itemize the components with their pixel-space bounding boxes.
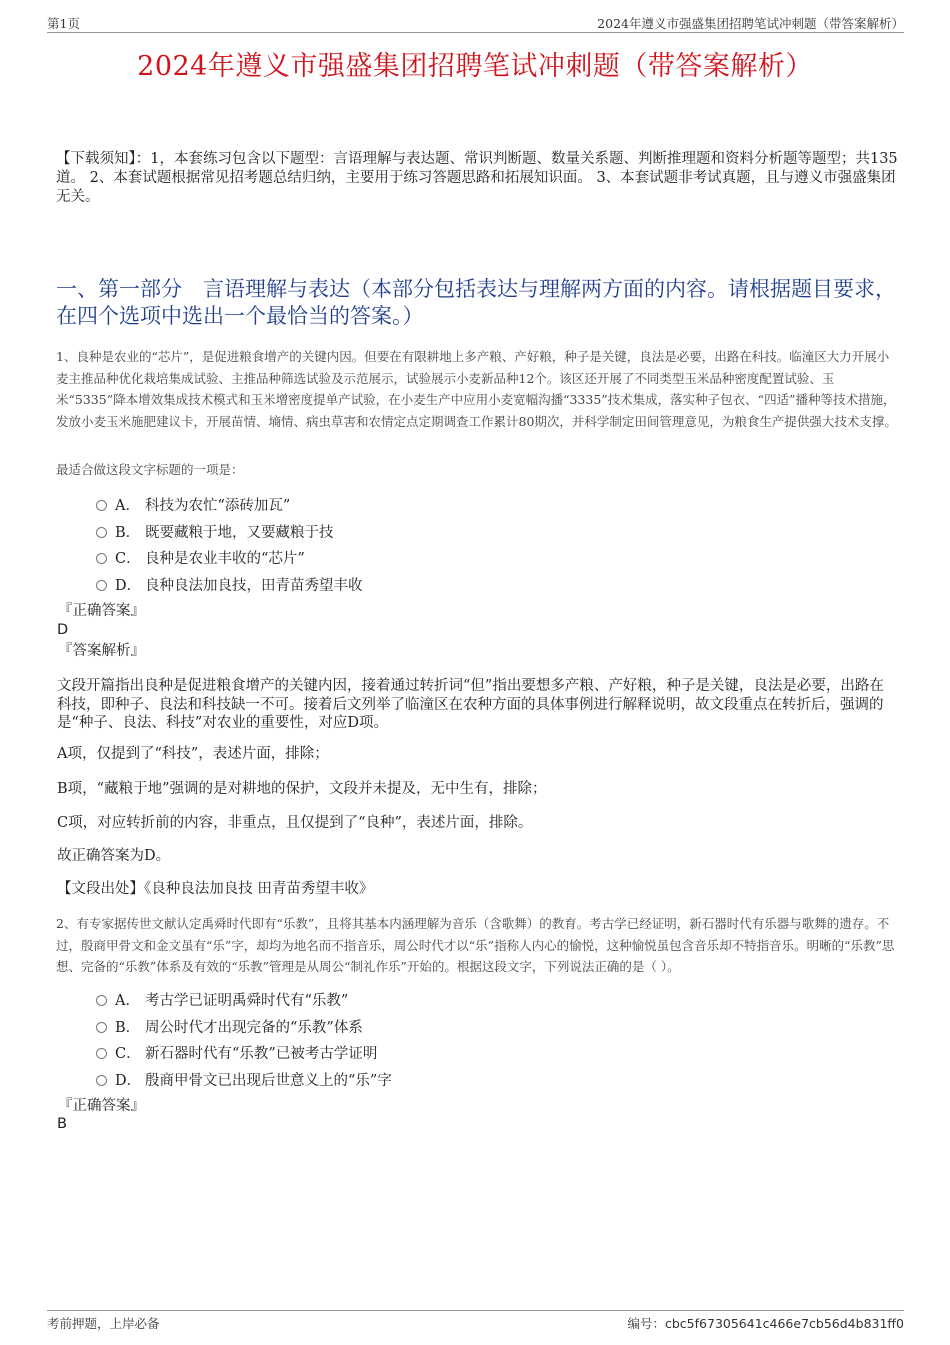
answer-value: D	[57, 622, 69, 638]
radio-icon[interactable]	[96, 995, 107, 1006]
code-label: 编号：	[627, 1316, 665, 1331]
text-source: 【文段出处】《良种良法加良技 田青苗秀望丰收》	[57, 881, 374, 897]
option-c[interactable]: C． 新石器时代有“乐教”已被考古学证明	[96, 1041, 392, 1068]
analysis-label: 『答案解析』	[58, 643, 145, 659]
question-1-prompt: 最适合做这段文字标题的一项是：	[56, 462, 244, 477]
page-title: 2024年遵义市强盛集团招聘笔试冲刺题（带答案解析）	[137, 51, 813, 82]
section-heading: 一、第一部分 言语理解与表达（本部分包括表达与理解两方面的内容。请根据题目要求，在四个选项中选出一个最恰当的答案。）	[56, 277, 896, 328]
analysis-note: B项，“藏粮于地”强调的是对耕地的保护，文段并未提及，无中生有，排除；	[57, 781, 547, 797]
answer-value: B	[57, 1116, 67, 1132]
option-d[interactable]: D． 殷商甲骨文已出现后世意义上的“乐”字	[96, 1068, 392, 1095]
option-a[interactable]: A． 科技为农忙“添砖加瓦”	[96, 493, 363, 520]
analysis-conclusion: 故正确答案为D。	[57, 848, 171, 864]
option-c[interactable]: C． 良种是农业丰收的“芯片”	[96, 546, 363, 573]
radio-icon[interactable]	[96, 1048, 107, 1059]
radio-icon[interactable]	[96, 527, 107, 538]
answer-label: 『正确答案』	[58, 1098, 145, 1114]
question-2-options	[96, 988, 392, 1094]
question-1-options	[96, 493, 363, 599]
code-value: cbc5f67305641c466e7cb56d4b831ff0	[665, 1316, 904, 1331]
radio-icon[interactable]	[96, 500, 107, 511]
page-footer	[47, 1310, 904, 1331]
analysis-note: C项，对应转折前的内容，非重点，且仅提到了“良种”，表述片面，排除。	[57, 815, 533, 831]
radio-icon[interactable]	[96, 1075, 107, 1086]
option-d[interactable]: D． 良种良法加良技，田青苗秀望丰收	[96, 573, 363, 600]
header-doc-title: 2024年遵义市强盛集团招聘笔试冲刺题（带答案解析）	[597, 16, 904, 31]
question-1-text: 1、良种是农业的“芯片”，是促进粮食增产的关键内因。但要在有限耕地上多产粮、产好粮，种子是关键，良法是必要，出路在科技。临潼区大力开展小麦主推品种优化栽培集成试验、主推品种筛选试验及示范展示，试验展示小麦新品种12个。该区还开展了不同类型玉米品种密度配置试验、玉米“5335”降本增效集成技术模式和玉米增密度提单产试验，在小麦生产中应用小麦宽幅沟播“3335”技术集成，落实种子包衣、“四适”播种等技术措施，发放小麦玉米施肥建议卡，开展苗情、墒情、病虫草害和农情定点定期调查工作累计80期次，并科学制定田间管理意见，为粮食生产提供强大技术支撑。	[56, 349, 897, 429]
option-a[interactable]: A． 考古学已证明禹舜时代有“乐教”	[96, 988, 392, 1015]
download-notice: 【下载须知】：1，本套练习包含以下题型：言语理解与表达题、常识判断题、数量关系题、判断推理题和资料分析题等题型；共135道。 2、本套试题根据常见招考题总结归纳，主要用于练习答题思路和拓展知识面。 3、本套试题非考试真题，且与遵义市强盛集团无关。	[56, 151, 898, 205]
answer-label: 『正确答案』	[58, 603, 145, 619]
question-2-text: 2、有专家据传世文献认定禹舜时代即有“乐教”，且将其基本内涵理解为音乐（含歌舞）的教育。考古学已经证明，新石器时代有乐器与歌舞的遗存。不过，殷商甲骨文和金文虽有“乐”字，却均为地名而不指音乐，周公时代才以“乐”指称人内心的愉悦，这种愉悦虽包含音乐却不特指音乐。明晰的“乐教”思想、完备的“乐教”体系及有效的“乐教”管理是从周公“制礼作乐”开始的。根据这段文字，下列说法正确的是（ ）。	[56, 916, 895, 974]
footer-slogan: 考前押题，上岸必备	[47, 1316, 160, 1331]
page-header	[47, 14, 904, 33]
analysis-text: 文段开篇指出良种是促进粮食增产的关键内因，接着通过转折词“但”指出要想多产粮、产好粮，种子是关键，良法是必要，出路在科技，即种子、良法和科技缺一不可。接着后文列举了临潼区在农种方面的具体事例进行解释说明，故文段重点在转折后，强调的是“种子、良法、科技”对农业的重要性，对应D项。	[57, 678, 884, 731]
page-number: 第1页	[47, 16, 80, 31]
option-b[interactable]: B． 周公时代才出现完备的“乐教”体系	[96, 1015, 392, 1042]
footer-code	[627, 1314, 904, 1332]
analysis-note: A项，仅提到了“科技”，表述片面，排除；	[57, 746, 329, 762]
radio-icon[interactable]	[96, 580, 107, 591]
radio-icon[interactable]	[96, 1022, 107, 1033]
radio-icon[interactable]	[96, 553, 107, 564]
option-b[interactable]: B． 既要藏粮于地，又要藏粮于技	[96, 520, 363, 547]
